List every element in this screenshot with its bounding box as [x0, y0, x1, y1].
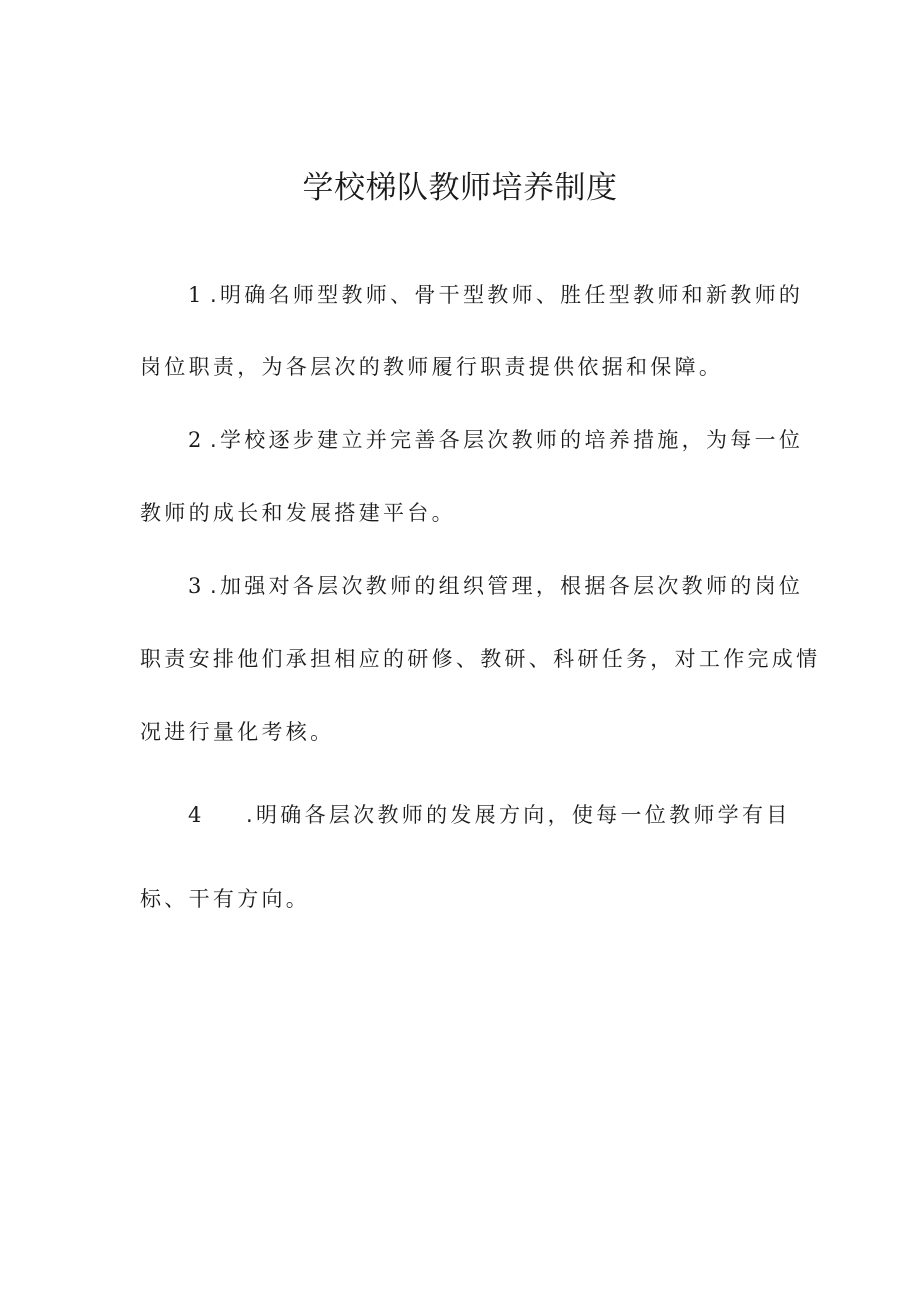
item-2-text: .学校逐步建立并完善各层次教师的培养措施，为每一位 [210, 428, 804, 452]
item-3-number: 3 [188, 574, 202, 598]
item-4-line-1 [188, 800, 791, 830]
page-title: 学校梯队教师培养制度 [302, 170, 618, 206]
item-2-line-1 [188, 425, 803, 455]
item-3-line-1 [188, 571, 803, 601]
item-1-text: .明确名师型教师、骨干型教师、胜任型教师和新教师的 [210, 283, 804, 307]
item-1-number: 1 [188, 283, 202, 307]
item-4-line-2: 标、干有方向。 [140, 887, 311, 911]
item-1-line-1 [188, 280, 803, 310]
item-3-line-2: 职责安排他们承担相应的研修、教研、科研任务，对工作完成情 [140, 647, 821, 671]
item-2-number: 2 [188, 428, 202, 452]
item-1-line-2: 岗位职责，为各层次的教师履行职责提供依据和保障。 [140, 355, 724, 379]
item-2-line-2: 教师的成长和发展搭建平台。 [140, 501, 456, 525]
item-4-number: 4 [188, 803, 202, 827]
item-3-text: .加强对各层次教师的组织管理，根据各层次教师的岗位 [210, 574, 804, 598]
item-3-line-3: 况进行量化考核。 [140, 720, 335, 744]
item-4-text: .明确各层次教师的发展方向，使每一位教师学有目 [246, 803, 791, 827]
